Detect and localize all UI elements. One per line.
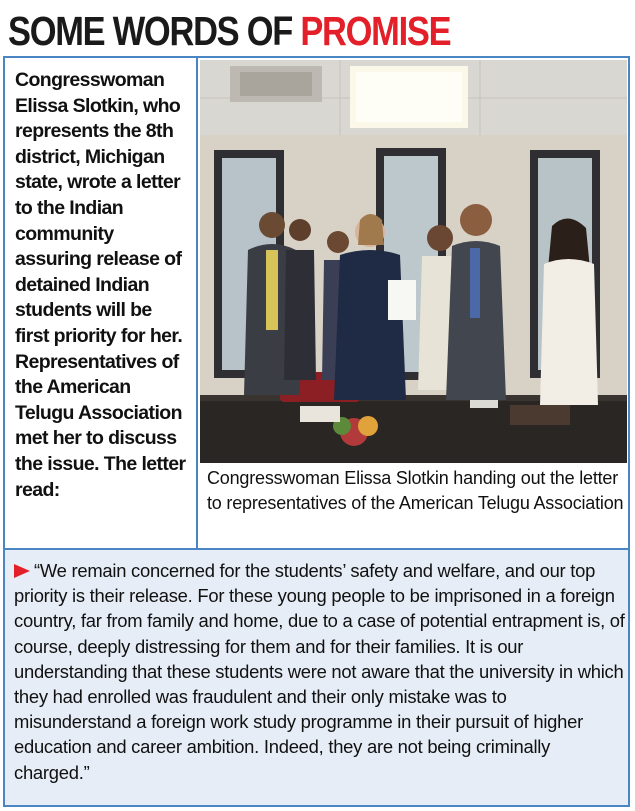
news-photo	[200, 60, 627, 463]
news-photo-illustration	[200, 60, 627, 463]
sidebar-text: Congresswoman Elissa Slotkin, who represents the 8th district, Michigan state, wrote a letter to the Indian community assuring release of detained Indian students will be first priority for her. Representatives of the American Telugu Association met her to discuss the issue. The letter read:	[15, 69, 186, 501]
arrow-right-icon	[14, 564, 30, 578]
vertical-divider	[196, 58, 198, 548]
photo-caption: Congresswoman Elissa Slotkin handing out the letter to representatives of the American Telugu Association	[207, 468, 624, 513]
headline-part-1: SOME WORDS OF	[8, 8, 301, 54]
headline	[8, 6, 533, 56]
letter-quote-text: “We remain concerned for the students’ safety and welfare, and our top priority is their release. For these young people to be imprisoned in a foreign country, far from family and home, due to a case of potential entrapment is, of course, deeply distressing for them and for their families. It is our understanding that these students were not aware that the university in which they had enrolled was fraudulent and their only mistake was to misunderstand a foreign work study programme in their pursuit of higher education and career ambition. Indeed, they are not being criminally charged.”	[14, 560, 625, 783]
headline-part-2: PROMISE	[300, 8, 451, 54]
letter-quote	[14, 558, 628, 785]
